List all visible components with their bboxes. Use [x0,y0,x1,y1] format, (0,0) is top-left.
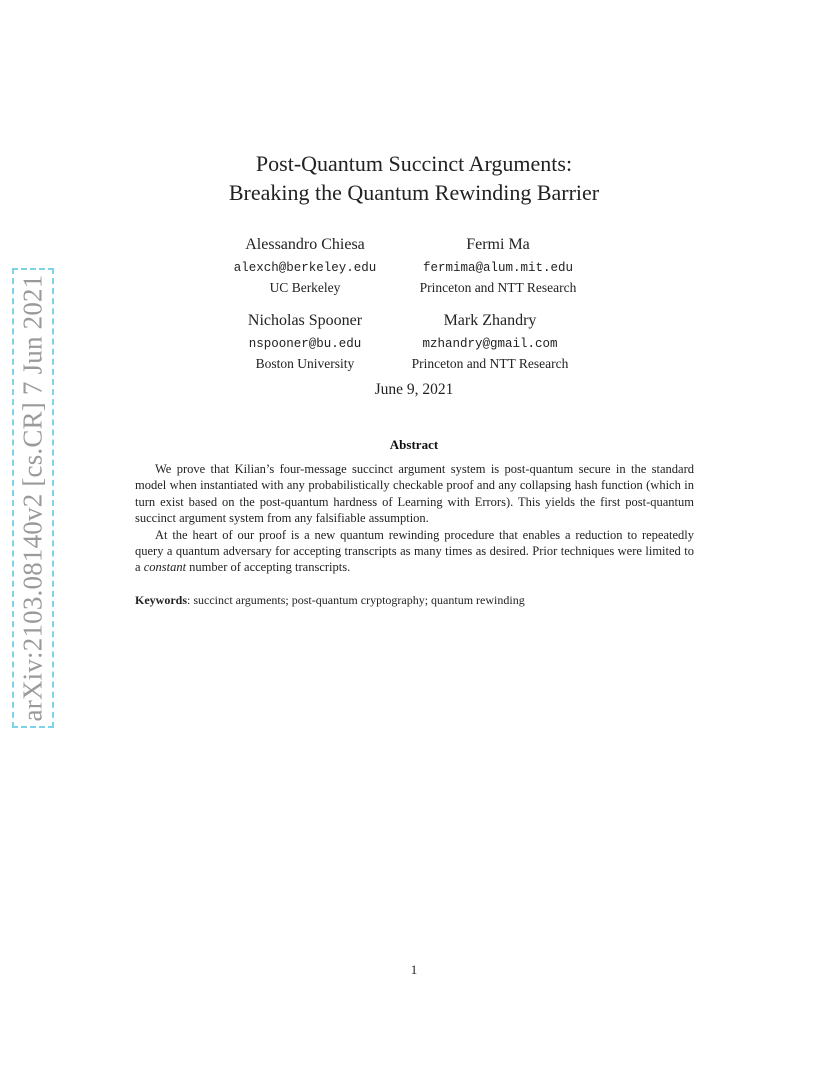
author-name: Fermi Ma [466,236,530,253]
keywords-label: Keywords [135,593,187,607]
author-email: alexch@berkeley.edu [233,261,377,275]
abstract-body [135,461,694,576]
abstract-heading: Abstract [389,437,439,452]
author-name: Mark Zhandry [443,312,537,329]
author-affiliation: Princeton and NTT Research [419,280,577,295]
author-block-zhandry [390,311,590,373]
author-email: mzhandry@gmail.com [422,337,558,351]
keywords-line [135,593,525,608]
paper-title [0,149,828,207]
author-affiliation: Boston University [255,356,355,371]
author-email: nspooner@bu.edu [248,337,362,351]
author-block-chiesa [205,235,405,297]
title-line-1: Post-Quantum Succinct Arguments: [255,151,573,176]
page-number: 1 [410,962,418,977]
arxiv-identifier: arXiv:2103.08140v2 [cs.CR] 7 Jun 2021 [17,274,48,722]
abstract-p2-text: At the heart of our proof is a new quantum rewinding procedure that enables a reduction to repeatedly query a quantum adversary for accepting transcripts as many times as desired. Prior techniques were limited to a [135,527,694,575]
author-block-spooner [205,311,405,373]
abstract-p2-text-end: number of accepting transcripts. [186,560,351,575]
abstract-paragraph-2 [135,527,694,576]
abstract-paragraph-1: We prove that Kilian’s four-message succinct argument system is post-quantum secure in the standard model when instantiated with any probabilistically checkable proof and any collapsing hash function (which in turn exist based on the post-quantum hardness of Learning with Errors). This yields the first post-quantum succinct argument system from any falsifiable assumption. [135,462,694,526]
author-affiliation: Princeton and NTT Research [411,356,569,371]
title-line-2: Breaking the Quantum Rewinding Barrier [228,180,600,205]
author-name: Alessandro Chiesa [245,236,365,253]
author-name: Nicholas Spooner [247,312,363,329]
author-email: fermima@alum.mit.edu [422,261,574,275]
abstract-p2-emphasis: constant [143,560,187,575]
keywords-text: : succinct arguments; post-quantum cryptography; quantum rewinding [187,593,525,607]
author-affiliation: UC Berkeley [269,280,341,295]
paper-date: June 9, 2021 [374,381,454,398]
author-block-ma [398,235,598,297]
